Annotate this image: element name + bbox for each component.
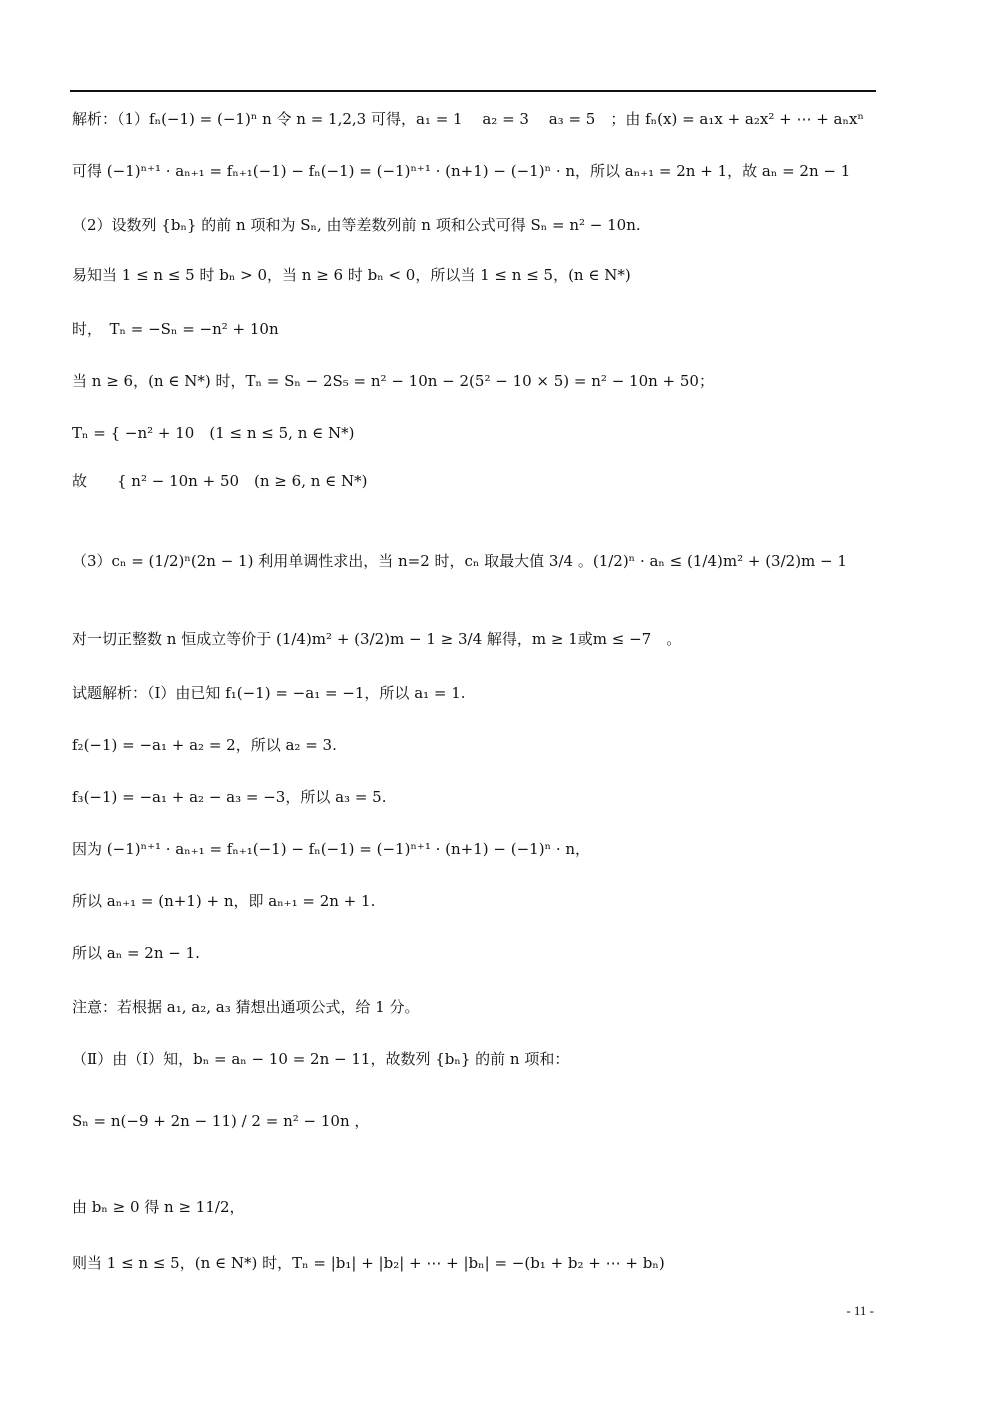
- sum-formula-line: Sₙ = n(−9 + 2n − 11) / 2 = n² − 10n ，: [72, 1112, 370, 1130]
- part2-line-1: （Ⅱ）由（Ⅰ）知，bₙ = aₙ − 10 = 2n − 11，故数列 {bₙ} 的前 n 项和：: [72, 1050, 570, 1068]
- page-number: - 11 -: [846, 1303, 874, 1318]
- solution-line-5: 时， Tₙ = −Sₙ = −n² + 10n: [72, 320, 279, 338]
- solution-line-6: 当 n ≥ 6，(n ∈ N*) 时，Tₙ = Sₙ − 2S₅ = n² − 10n − 2(5² − 10 × 5) = n² − 10n + 50；: [72, 372, 714, 390]
- solution-line-1: 解析：（1）fₙ(−1) = (−1)ⁿ n 令 n = 1,2,3 可得，a₁ = 1 a₂ = 3 a₃ = 5 ；由 fₙ(x) = a₁x + a₂x² + ⋯ + aₙxⁿ: [72, 110, 864, 128]
- note-line: 注意：若根据 a₁, a₂, a₃ 猜想出通项公式，给 1 分。: [72, 998, 420, 1016]
- header-rule: [70, 90, 876, 92]
- detail-line-5: 所以 aₙ₊₁ = (n+1) + n，即 aₙ₊₁ = 2n + 1.: [72, 892, 376, 910]
- solution-line-3: （2）设数列 {bₙ} 的前 n 项和为 Sₙ, 由等差数列前 n 项和公式可得 Sₙ = n² − 10n.: [72, 216, 641, 234]
- solution-line-9: （3）cₙ = (1/2)ⁿ(2n − 1) 利用单调性求出，当 n=2 时，cₙ 取最大值 3/4 。(1/2)ⁿ · aₙ ≤ (1/4)m² + (3/2)m − 1: [72, 552, 847, 570]
- part2-line-4: 则当 1 ≤ n ≤ 5，(n ∈ N*) 时，Tₙ = |b₁| + |b₂| + ⋯ + |bₙ| = −(b₁ + b₂ + ⋯ + bₙ): [72, 1254, 665, 1272]
- detail-line-4: 因为 (−1)ⁿ⁺¹ · aₙ₊₁ = fₙ₊₁(−1) − fₙ(−1) = (−1)ⁿ⁺¹ · (n+1) − (−1)ⁿ · n，: [72, 840, 591, 858]
- solution-line-4: 易知当 1 ≤ n ≤ 5 时 bₙ > 0，当 n ≥ 6 时 bₙ < 0，所以当 1 ≤ n ≤ 5，(n ∈ N*): [72, 266, 631, 284]
- detail-line-1: 试题解析：（Ⅰ）由已知 f₁(−1) = −a₁ = −1，所以 a₁ = 1.: [72, 684, 466, 702]
- part2-line-3: 由 bₙ ≥ 0 得 n ≥ 11/2，: [72, 1198, 245, 1216]
- piecewise-line-2: 故 { n² − 10n + 50 (n ≥ 6, n ∈ N*): [72, 472, 368, 490]
- solution-line-2: 可得 (−1)ⁿ⁺¹ · aₙ₊₁ = fₙ₊₁(−1) − fₙ(−1) = (−1)ⁿ⁺¹ · (n+1) − (−1)ⁿ · n，所以 aₙ₊₁ = 2n + 1，故 aₙ = 2n − 1: [72, 162, 851, 180]
- detail-line-2: f₂(−1) = −a₁ + a₂ = 2，所以 a₂ = 3.: [72, 736, 337, 754]
- detail-line-6: 所以 aₙ = 2n − 1.: [72, 944, 200, 962]
- detail-line-3: f₃(−1) = −a₁ + a₂ − a₃ = −3，所以 a₃ = 5.: [72, 788, 387, 806]
- solution-line-10: 对一切正整数 n 恒成立等价于 (1/4)m² + (3/2)m − 1 ≥ 3/4 解得，m ≥ 1或m ≤ −7 。: [72, 630, 682, 648]
- piecewise-line-1: Tₙ = { −n² + 10 (1 ≤ n ≤ 5, n ∈ N*): [72, 424, 355, 442]
